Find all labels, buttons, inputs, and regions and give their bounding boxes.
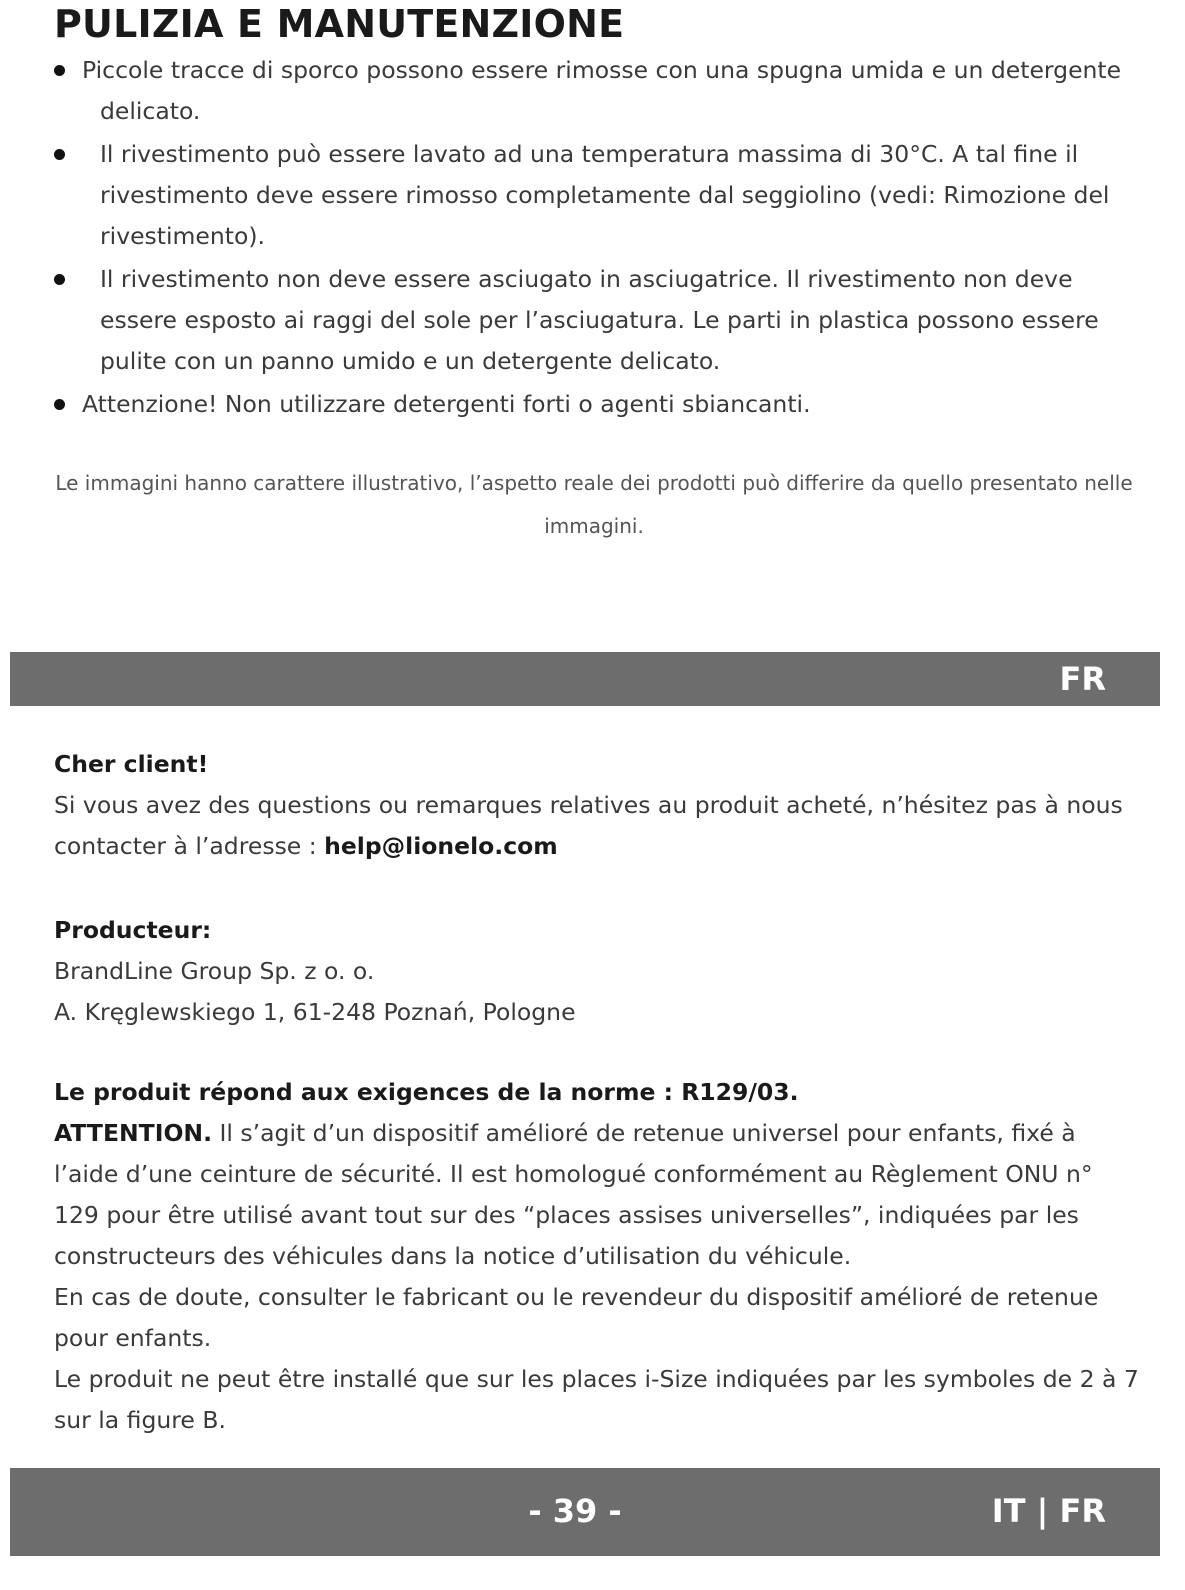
doubt-paragraph: En cas de doute, consulter le fabricant ou le revendeur du dispositif amélioré de retenue pour enfants. — [54, 1283, 1099, 1352]
list-item-text: Piccole tracce di sporco possono essere rimosse con una spugna umida e un detergente — [82, 56, 1122, 84]
list-item — [54, 50, 1154, 132]
section-title: PULIZIA E MANUTENZIONE — [54, 2, 625, 46]
producer-name: BrandLine Group Sp. z o. o. — [54, 957, 375, 985]
isize-paragraph: Le produit ne peut être installé que sur les places i-Size indiquées par les symboles de 2 à 7 sur la figure B. — [54, 1365, 1139, 1434]
language-label: FR — [1059, 660, 1106, 698]
language-header-bar — [10, 652, 1160, 706]
list-item-text: Il rivestimento può essere lavato ad una temperatura massima di 30°C. A tal fine il rivestimento deve essere rimosso completamente dal seggiolino (vedi: Rimozione del rivestimento). — [100, 140, 1110, 250]
list-item — [54, 134, 1154, 257]
attention-paragraph — [54, 1113, 1144, 1277]
image-disclaimer: Le immagini hanno carattere illustrativo, l’aspetto reale dei prodotti può differire da quello presentato nelle immagini. — [55, 471, 1133, 538]
producer-address: A. Kręglewskiego 1, 61-248 Poznań, Pologne — [54, 998, 576, 1026]
attention-text: Il s’agit d’un dispositif amélioré de retenue universel pour enfants, fixé à l’aide d’une ceinture de sécurité. Il est homologué conformément au Règlement ONU n° 129 pour être utilisé avant tout sur des “places assises universelles”, indiquées par les constructeurs des véhicules dans la notice d’utilisation du véhicule. — [54, 1119, 1093, 1270]
producer-block — [54, 910, 1144, 1033]
list-item-continuation: delicato. — [100, 97, 201, 125]
contact-text: Si vous avez des questions ou remarques relatives au produit acheté, n’hésitez pas à nous contacter à l’adresse : — [54, 791, 1123, 860]
norm-statement: Le produit répond aux exigences de la norme : R129/03. — [54, 1078, 799, 1106]
list-item-text: Attenzione! Non utilizzare detergenti forti o agenti sbiancanti. — [82, 390, 811, 418]
list-item — [54, 259, 1154, 382]
cleaning-list — [54, 50, 1154, 425]
bullet-icon — [54, 399, 65, 410]
list-item — [54, 384, 1154, 425]
attention-label: ATTENTION. — [54, 1119, 213, 1147]
footer-bar — [10, 1468, 1160, 1556]
footer-languages: IT | FR — [991, 1492, 1106, 1530]
norm-block — [54, 1072, 1144, 1441]
producer-label: Producteur: — [54, 916, 212, 944]
contact-email-link[interactable]: help@lionelo.com — [324, 832, 558, 860]
contact-paragraph — [54, 785, 1144, 867]
page-number: - 39 - — [528, 1492, 622, 1530]
greeting-block — [54, 744, 1144, 867]
bullet-icon — [54, 65, 65, 76]
bullet-icon — [54, 149, 65, 160]
list-item-text: Il rivestimento non deve essere asciugato in asciugatrice. Il rivestimento non deve essere esposto ai raggi del sole per l’asciugatura. Le parti in plastica possono essere pulite con un panno umido e un detergente delicato. — [100, 265, 1099, 375]
bullet-icon — [54, 274, 65, 285]
greeting: Cher client! — [54, 750, 209, 778]
